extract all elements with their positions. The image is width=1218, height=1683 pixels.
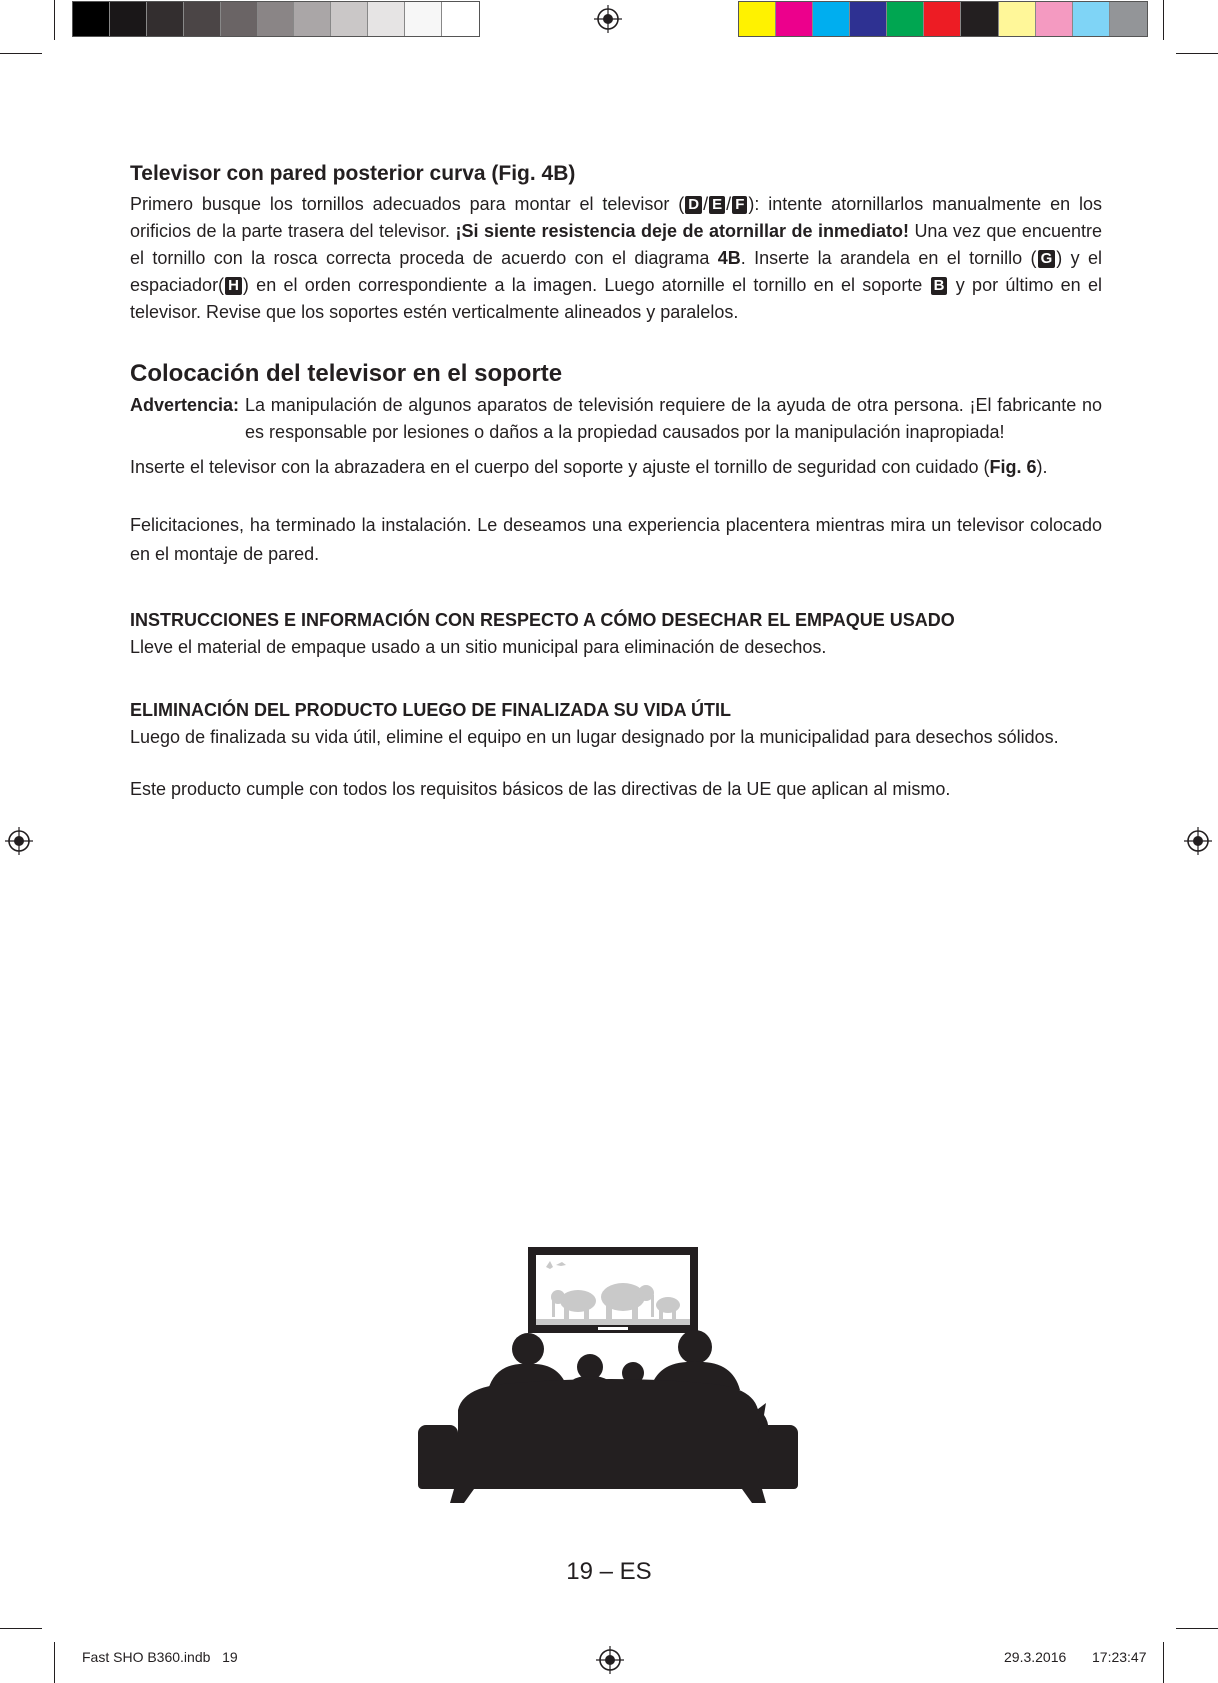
document-body [130, 160, 1102, 803]
text-run: ) y el espaciador( [130, 248, 1102, 295]
color-swatch [1073, 2, 1110, 36]
part-label-d: D [685, 196, 702, 214]
page-number: 19 – ES [566, 1558, 652, 1585]
part-label-b: B [931, 277, 948, 295]
crop-mark-top-left-v [54, 0, 55, 40]
text-run: y por último en el televisor. Revise que los soportes estén verticalmente alineados y paralelos. [130, 275, 1102, 322]
color-swatch [850, 2, 887, 36]
eu-compliance-text: Este producto cumple con todos los requisitos básicos de las directivas de la UE que aplican al mismo. [130, 779, 951, 799]
color-swatch [924, 2, 961, 36]
text-run: Inserte el televisor con la abrazadera en el cuerpo del soporte y ajuste el tornillo de seguridad con cuidado ( [130, 457, 990, 477]
gray-color-bar [72, 1, 480, 37]
part-label-h: H [225, 277, 242, 295]
registration-mark-icon [1184, 827, 1212, 855]
crop-mark-bottom-left-h [0, 1628, 42, 1629]
crop-mark-top-right-v [1163, 0, 1164, 40]
part-label-f: F [732, 196, 747, 214]
crop-mark-top-left-h [0, 53, 42, 54]
insert-instructions [130, 453, 1102, 482]
registration-mark-icon [594, 5, 622, 33]
gray-swatch [368, 2, 405, 36]
registration-mark-icon [5, 827, 33, 855]
text-run: . Inserte la arandela en el tornillo ( [740, 248, 1037, 268]
footer-time: 17:23:47 [1092, 1649, 1147, 1665]
warning-note [130, 392, 1102, 446]
text-run: ) en el orden correspondiente a la imagen. Luego atornille el tornillo en el soporte [242, 275, 923, 295]
color-swatch [961, 2, 998, 36]
family-watching-tv-illustration [418, 1245, 798, 1523]
resistance-warning: ¡Si siente resistencia deje de atornillar de inmediato! [455, 221, 909, 241]
color-swatch [739, 2, 776, 36]
text-run: ): intente atornillarlos manualmente en los orificios de la parte trasera del televisor. [130, 194, 1102, 241]
section-heading-end-of-life: ELIMINACIÓN DEL PRODUCTO LUEGO DE FINALIZADA SU VIDA ÚTIL [130, 700, 732, 720]
color-swatch [776, 2, 813, 36]
registration-mark-icon [596, 1646, 624, 1674]
gray-swatch [184, 2, 221, 36]
crop-mark-bottom-right-h [1176, 1628, 1218, 1629]
color-swatch [813, 2, 850, 36]
crop-mark-bottom-right-v [1163, 1642, 1164, 1683]
gray-swatch [405, 2, 442, 36]
footer-file-name: Fast SHO B360.indb 19 [82, 1649, 238, 1665]
gray-swatch [442, 2, 479, 36]
footer-date: 29.3.2016 [1004, 1649, 1067, 1665]
section-heading-curved-tv: Televisor con pared posterior curva (Fig. 4B) [130, 162, 576, 185]
crop-mark-bottom-left-v [54, 1642, 55, 1683]
section-heading-placement: Colocación del televisor en el soporte [130, 360, 563, 387]
gray-swatch [147, 2, 184, 36]
part-label-g: G [1038, 250, 1056, 268]
figure-reference: Fig. 6 [989, 457, 1037, 477]
crop-mark-top-right-h [1176, 53, 1218, 54]
color-swatch [999, 2, 1036, 36]
warning-text: La manipulación de algunos aparatos de televisión requiere de la ayuda de otra persona. ¡El fabricante no es responsable por lesiones o daños a la propiedad causados por la manipulación inapropiada! [245, 395, 1102, 442]
gray-swatch [331, 2, 368, 36]
text-run: ). [1036, 457, 1048, 477]
text-run: Una vez que encuentre el tornillo con la rosca correcta proceda de acuerdo con el diagrama [130, 221, 1102, 268]
packaging-disposal-text: Lleve el material de empaque usado a un sitio municipal para eliminación de desechos. [130, 637, 827, 657]
figure-reference: 4B [717, 248, 741, 268]
gray-swatch [73, 2, 110, 36]
warning-label: Advertencia: [130, 395, 240, 415]
part-label-e: E [709, 196, 725, 214]
gray-swatch [110, 2, 147, 36]
section-heading-packaging: INSTRUCCIONES E INFORMACIÓN CON RESPECTO A CÓMO DESECHAR EL EMPAQUE USADO [130, 610, 955, 630]
color-swatch [1110, 2, 1147, 36]
text-run: Primero busque los tornillos adecuados para montar el televisor ( [130, 194, 685, 214]
gray-swatch [221, 2, 258, 36]
curved-tv-instructions: Primero busque los tornillos adecuados para montar el televisor ( D / E / F ): intente atornillarlos manualmente en los orificios de la parte trasera del televisor. ¡Si siente resistencia deje de atornillar de inmediato! Una vez que encuentre el tornillo con la rosca correcta proceda de acuerdo con el diagrama 4B. Inserte la arandela en el tornillo ( G ) y el espaciador( H ) en el orden correspondiente a la imagen. Luego atornille el tornillo en el soporte B y por último en el televisor. Revise que los soportes estén verticalmente alineados y paralelos. [130, 194, 1102, 322]
congratulations-text: Felicitaciones, ha terminado la instalación. Le deseamos una experiencia placentera mientras mira un televisor colocado en el montaje de pared. [130, 515, 1102, 564]
gray-swatch [294, 2, 331, 36]
gray-swatch [258, 2, 295, 36]
color-swatch [1036, 2, 1073, 36]
end-of-life-text: Luego de finalizada su vida útil, elimine el equipo en un lugar designado por la municipalidad para desechos sólidos. [130, 727, 1059, 747]
process-color-bar [738, 1, 1148, 37]
color-swatch [887, 2, 924, 36]
